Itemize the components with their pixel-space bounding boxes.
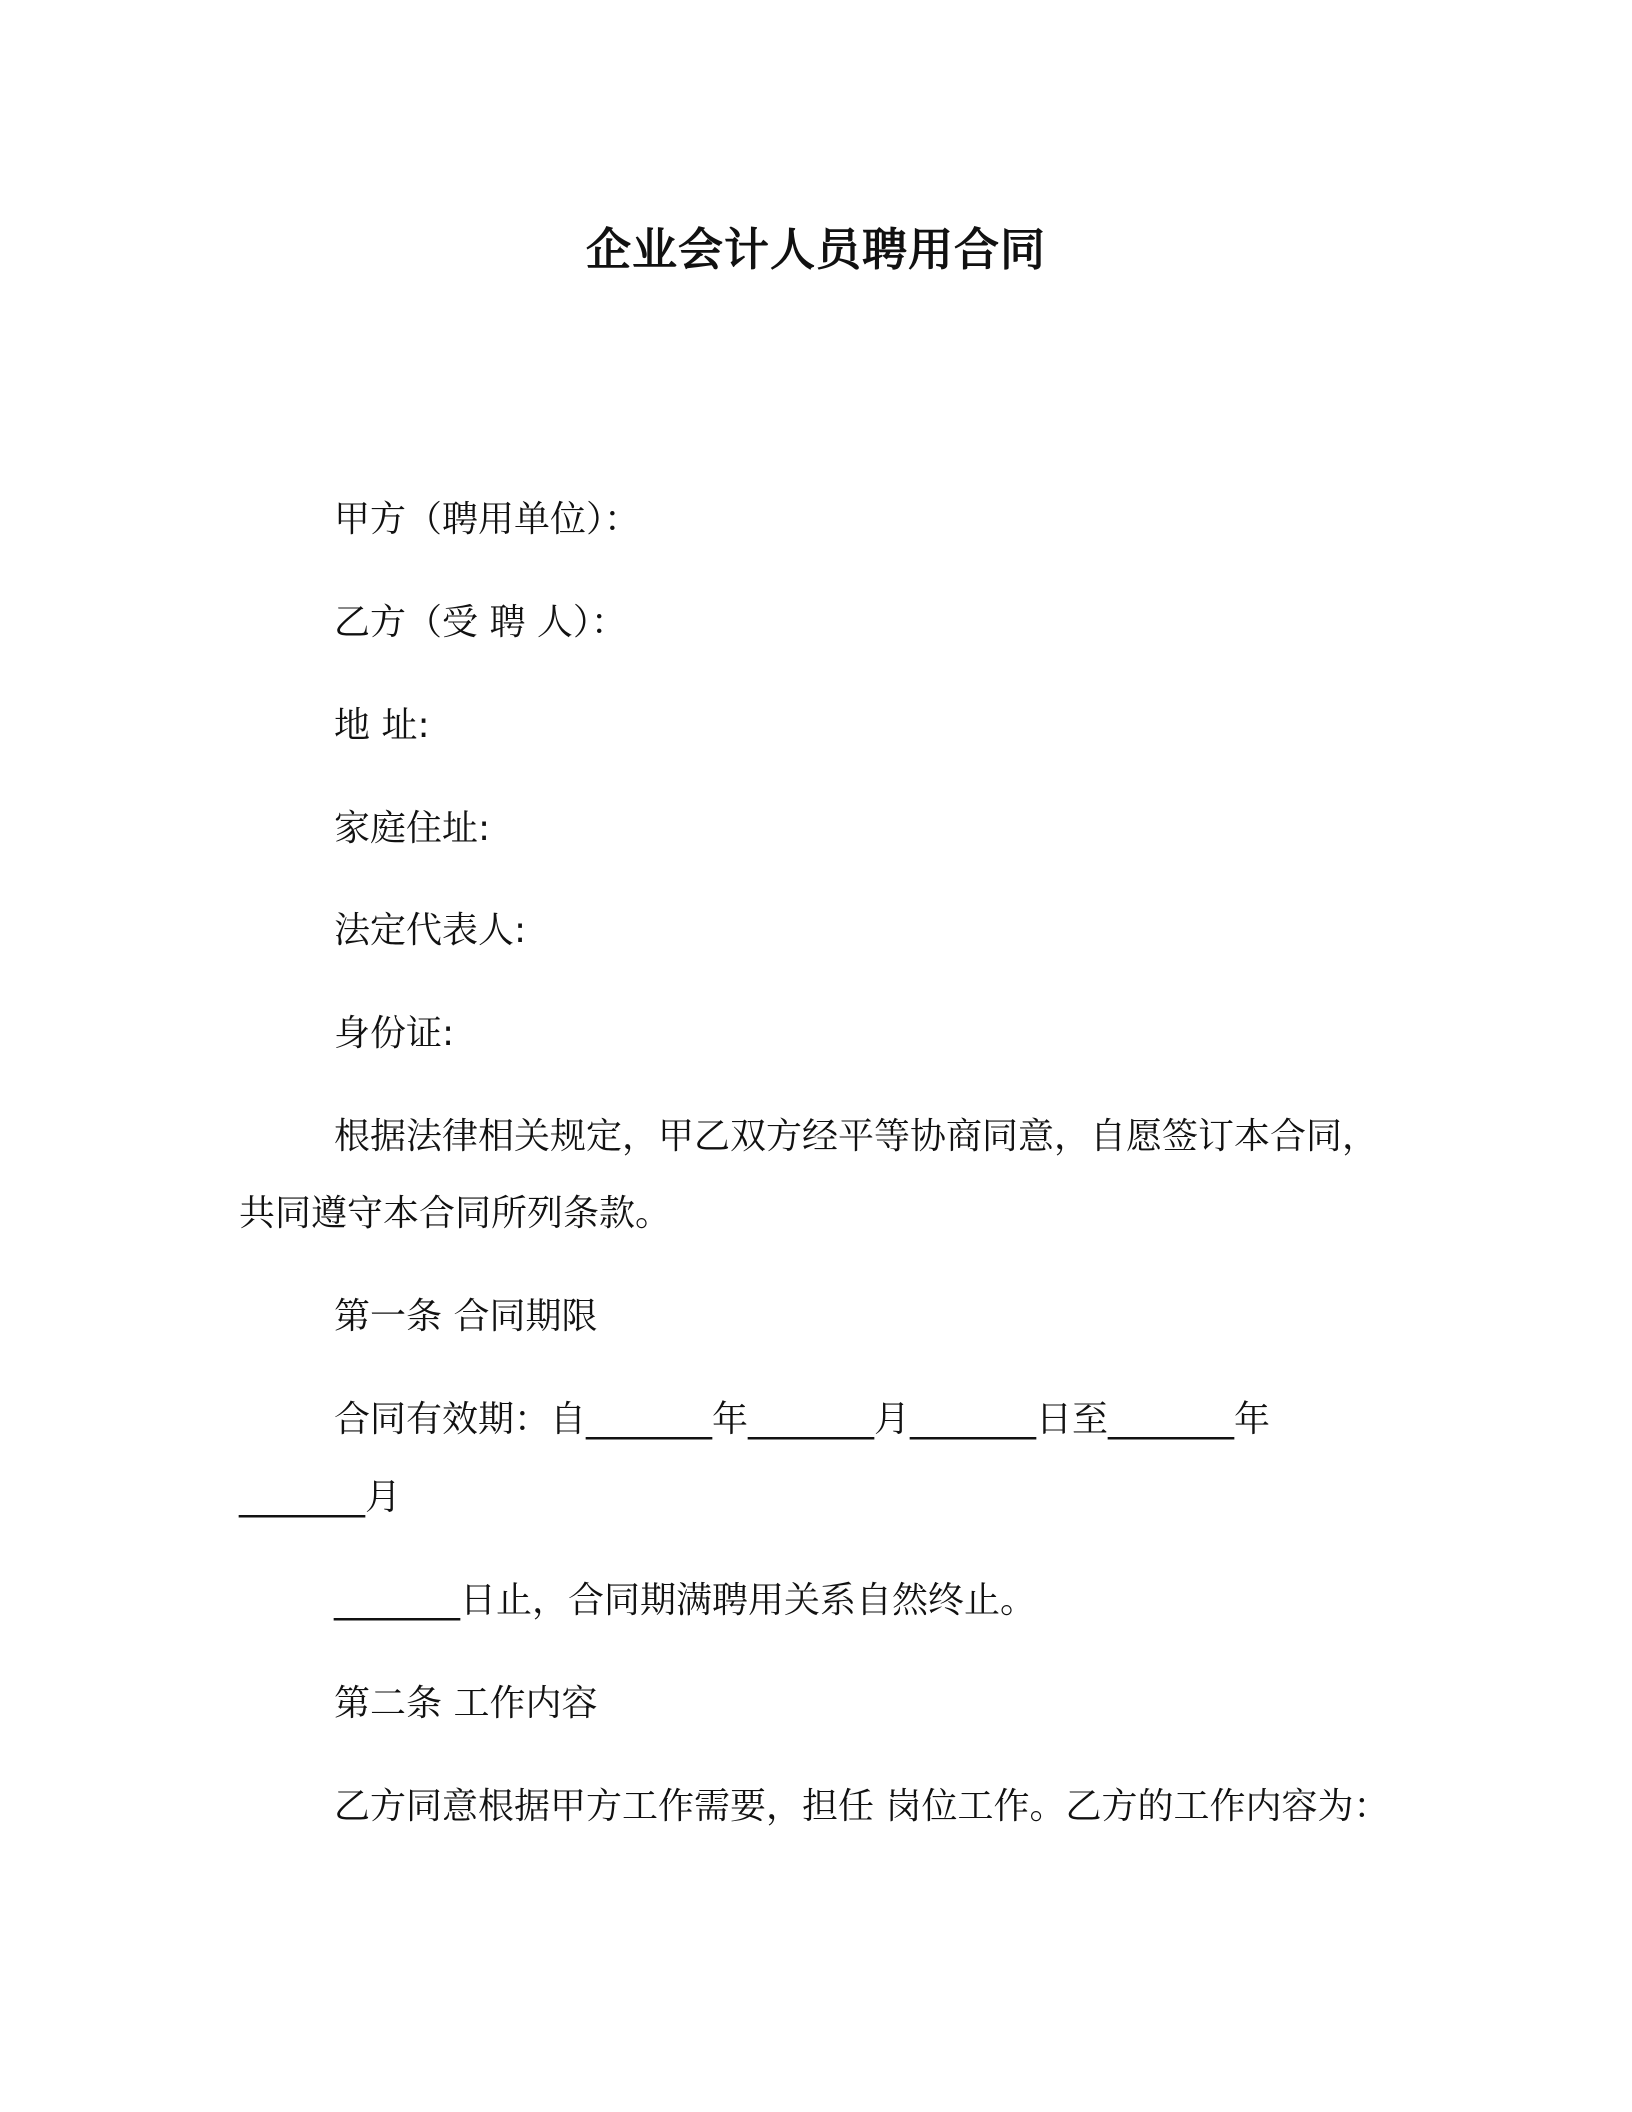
party-a-field: 甲方（聘用单位）：	[334, 499, 641, 540]
article-2-body: 乙方同意根据甲方工作需要，担任 岗位工作。乙方的工作内容为：	[334, 1786, 1390, 1827]
legal-representative-field: 法定代表人:	[334, 910, 527, 951]
party-b-field: 乙方（受 聘 人）：	[334, 602, 627, 643]
preamble-line-2: 共同遵守本合同所列条款。	[239, 1193, 672, 1234]
contract-term-line-2: _______月	[239, 1477, 402, 1518]
contract-term-line-3: _______日止，合同期满聘用关系自然终止。	[334, 1580, 1037, 1621]
document-title: 企业会计人员聘用合同	[585, 223, 1046, 276]
preamble-line-1: 根据法律相关规定，甲乙双方经平等协商同意，自愿签订本合同，	[334, 1116, 1379, 1157]
contract-term-line-1: 合同有效期：自_______年_______月_______日至_______年	[334, 1399, 1271, 1440]
home-address-field: 家庭住址:	[334, 808, 491, 849]
id-card-field: 身份证:	[334, 1013, 455, 1054]
address-field: 地 址:	[334, 705, 430, 746]
article-2-heading: 第二条 工作内容	[334, 1683, 598, 1724]
article-1-heading: 第一条 合同期限	[334, 1296, 598, 1337]
